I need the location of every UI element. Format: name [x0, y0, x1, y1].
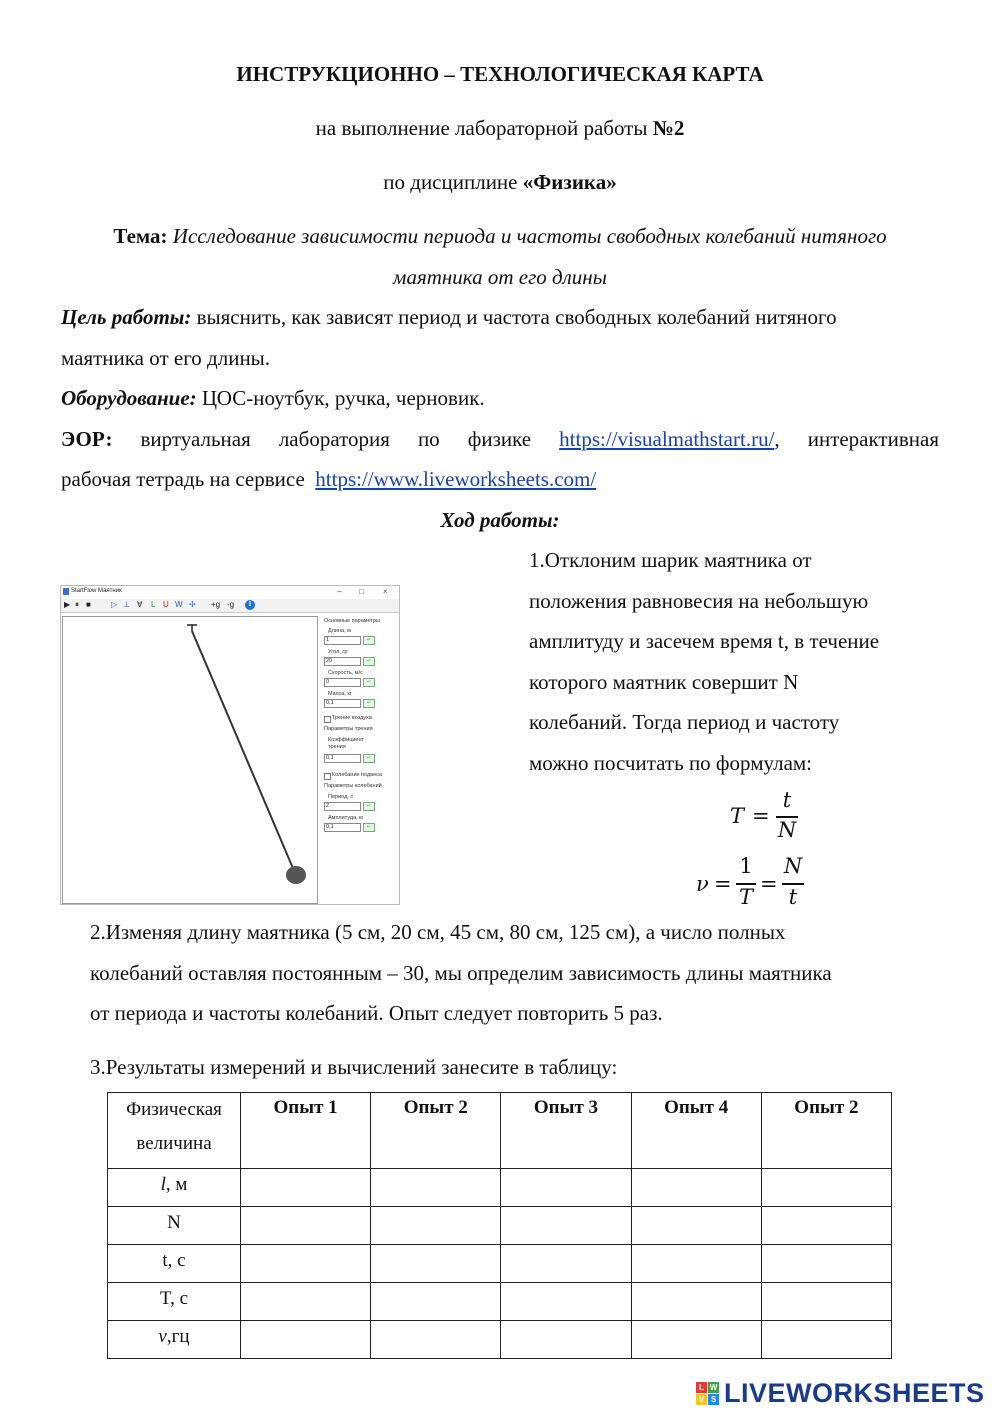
logo-text: LIVEWORKSHEETS [724, 1378, 985, 1408]
logo-block: L [696, 1382, 707, 1393]
step-1-line: 1.Отклоним шарик маятника от [529, 548, 812, 572]
topic-line-1 [0, 216, 1000, 256]
period-label: Период, с [328, 794, 354, 800]
logo-block: W [709, 1383, 718, 1392]
eor-label: ЭОР: [61, 427, 113, 451]
logo-block: S [708, 1394, 719, 1405]
table-cell-input[interactable] [631, 1207, 761, 1245]
step-2-line: от периода и частоты колебаний. Опыт следует повторить 5 раз. [90, 1001, 663, 1025]
length-input[interactable]: 1 [324, 636, 361, 645]
row-label-time [108, 1245, 241, 1283]
table-cell-input[interactable] [761, 1169, 891, 1207]
liveworksheets-link[interactable]: https://www.liveworksheets.com/ [315, 467, 597, 491]
suspension-osc-label: Колебание подвеса [332, 772, 382, 778]
row-label-length [108, 1169, 241, 1207]
friction-params-heading: Параметры трения [324, 726, 373, 732]
procedure-title: Ход работы: [440, 508, 560, 532]
row-label-unit: T, с [159, 1288, 189, 1309]
air-friction-label: Трение воздуха [332, 715, 372, 721]
period-symbol: T [730, 804, 745, 828]
table-row [108, 1321, 892, 1359]
close-icon[interactable]: × [383, 587, 388, 596]
angle-label: Угол, гр [328, 649, 348, 655]
row-label-symbol: ν [158, 1326, 167, 1347]
lab-work-prefix: на выполнение лабораторной работы [315, 116, 653, 140]
table-row [108, 1283, 892, 1321]
row-label-unit: t, с [162, 1250, 186, 1271]
table-cell-input[interactable] [631, 1169, 761, 1207]
table-cell-input[interactable] [631, 1245, 761, 1283]
row-label-count [108, 1207, 241, 1245]
table-cell-input[interactable] [241, 1283, 371, 1321]
friction-coef-label: Коэффициент [328, 737, 365, 743]
parameters-panel [321, 616, 397, 902]
equals-sign: = [714, 872, 732, 896]
equals-sign: = [752, 804, 770, 828]
air-friction-checkbox[interactable] [324, 716, 331, 723]
table-row [108, 1245, 892, 1283]
period-apply-button[interactable]: ↵ [363, 802, 375, 811]
eor-line-1 [61, 419, 939, 459]
mass-apply-button[interactable]: ↵ [363, 699, 375, 708]
denominator-n: N [777, 818, 797, 842]
visualmathstart-link[interactable]: https://visualmathstart.ru/ [559, 427, 775, 451]
topic-text-2: маятника от его длины [393, 265, 607, 289]
eor-text-2: рабочая тетрадь на сервисе [61, 467, 311, 491]
pendulum-drawing [63, 617, 317, 903]
table-header-quantity [108, 1093, 241, 1169]
table-cell-input[interactable] [501, 1283, 631, 1321]
main-params-heading: Основные параметры [324, 618, 380, 624]
lab-work-line [0, 108, 1000, 148]
amplitude-label: Амплитуда, м [328, 815, 363, 821]
table-header-experiment: Опыт 2 [761, 1093, 891, 1169]
equals-sign: = [760, 872, 778, 896]
step-3-text: 3.Результаты измерений и вычислений занесите в таблицу: [90, 1055, 618, 1079]
table-cell-input[interactable] [241, 1207, 371, 1245]
length-tool-icon[interactable]: L [151, 600, 156, 609]
goal-text-1: выяснить, как зависят период и частота свободных колебаний нитяного [191, 305, 837, 329]
discipline-prefix: по дисциплине [383, 170, 523, 194]
quantity-header-line: величина [136, 1133, 212, 1154]
eor-text-1a: виртуальная лаборатория по физике [112, 427, 560, 451]
gravity-minus-icon[interactable]: -g [227, 600, 235, 609]
frequency-formula [696, 852, 816, 912]
speed-apply-button[interactable]: ↵ [363, 678, 375, 687]
liveworksheets-logo [696, 1378, 990, 1410]
table-row [108, 1169, 892, 1207]
eor-line-2 [61, 459, 596, 499]
length-apply-button[interactable]: ↵ [363, 636, 375, 645]
play-icon[interactable]: ▶ [64, 600, 71, 609]
app-icon [63, 588, 69, 595]
discipline-name: «Физика» [522, 170, 617, 194]
minimize-icon[interactable]: – [337, 587, 342, 596]
friction-apply-button[interactable]: ↵ [363, 754, 375, 763]
perpendicular-icon[interactable]: ⊥ [123, 600, 130, 609]
suspension-osc-checkbox[interactable] [324, 773, 331, 780]
table-cell-input[interactable] [371, 1245, 501, 1283]
document-title: ИНСТРУКЦИОННО – ТЕХНОЛОГИЧЕСКАЯ КАРТА [236, 62, 764, 86]
row-label-period [108, 1283, 241, 1321]
numerator-one: 1 [739, 854, 753, 878]
simulator-titlebar [61, 586, 399, 598]
length-label: Длина, м [328, 628, 351, 634]
discipline-line [0, 162, 1000, 202]
table-cell-input[interactable] [241, 1245, 371, 1283]
table-cell-input[interactable] [631, 1321, 761, 1359]
table-cell-input[interactable] [761, 1207, 891, 1245]
angle-apply-button[interactable]: ↵ [363, 657, 375, 666]
row-label-unit: , м [165, 1174, 188, 1195]
topic-label: Тема: [113, 224, 168, 248]
table-cell-input[interactable] [761, 1245, 891, 1283]
pendulum-simulator-screenshot [60, 585, 400, 905]
period-input[interactable]: 2 [324, 802, 361, 811]
table-row [108, 1207, 892, 1245]
maximize-icon[interactable]: □ [359, 587, 364, 596]
step-1-text [529, 540, 949, 783]
table-cell-input[interactable] [501, 1245, 631, 1283]
simulator-window-title: StartFlow Маятник [71, 588, 122, 594]
numerator-n: N [783, 854, 803, 878]
step-1-line: положения равновесия на небольшую [529, 588, 869, 613]
step-2-line: колебаний оставляя постоянным – 30, мы определим зависимость длины маятника [90, 960, 832, 985]
goal-label: Цель работы: [61, 305, 192, 329]
logo-blocks-icon [696, 1382, 720, 1406]
step-2-line: 2.Изменяя длину маятника (5 см, 20 см, 45 см, 80 см, 125 см), а число полных [90, 920, 786, 944]
eor-text-1b: , интерактивная [774, 427, 939, 451]
table-header-experiment: Опыт 4 [631, 1093, 761, 1169]
w-tool-icon[interactable]: W [175, 600, 183, 609]
pendulum-bob[interactable] [286, 866, 306, 884]
table-cell-input[interactable] [631, 1283, 761, 1321]
goal-line-1 [61, 297, 939, 337]
step-1-line: можно посчитать по формулам: [529, 750, 813, 775]
numerator-t: t [782, 788, 792, 812]
stop-icon[interactable]: ■ [86, 600, 91, 609]
table-cell-input[interactable] [371, 1169, 501, 1207]
friction-coef-input[interactable]: 0,1 [324, 754, 361, 763]
simulation-canvas[interactable] [62, 616, 318, 904]
osc-params-heading: Параметры колебаний [324, 783, 382, 789]
table-cell-input[interactable] [371, 1321, 501, 1359]
equipment-text: ЦОС-ноутбук, ручка, черновик. [196, 386, 485, 410]
table-header-experiment: Опыт 2 [371, 1093, 501, 1169]
denominator-t: T [738, 885, 753, 909]
row-label-frequency [108, 1321, 241, 1359]
step-1-line: колебаний. Тогда период и частоту [529, 710, 840, 734]
row-label-unit: ,гц [166, 1326, 190, 1347]
table-cell-input[interactable] [371, 1207, 501, 1245]
mass-input[interactable]: 0,1 [324, 699, 361, 708]
angle-input[interactable]: 20 [324, 657, 361, 666]
step-2-text [90, 912, 970, 1034]
lab-work-number: №2 [652, 116, 685, 140]
step-1-line: которого маятник совершит N [529, 669, 799, 694]
table-cell-input[interactable] [501, 1207, 631, 1245]
amplitude-apply-button[interactable]: ↵ [363, 823, 375, 832]
row-label-unit: N [167, 1212, 181, 1233]
gravity-plus-icon[interactable]: +g [211, 600, 221, 609]
table-cell-input[interactable] [761, 1321, 891, 1359]
table-header-experiment: Опыт 1 [241, 1093, 371, 1169]
table-header-experiment: Опыт 3 [501, 1093, 631, 1169]
vector-icon[interactable]: ∀ [137, 600, 143, 609]
logo-block: V [696, 1394, 707, 1405]
speed-input[interactable]: 0 [324, 678, 361, 687]
amplitude-input[interactable]: 0,1 [324, 823, 361, 832]
period-formula [730, 786, 810, 846]
table-cell-input[interactable] [371, 1283, 501, 1321]
table-cell-input[interactable] [761, 1283, 891, 1321]
denominator-t: t [788, 885, 798, 909]
mass-label: Масса, кг [328, 691, 352, 697]
step-1-line: амплитуду и засечем время t, в течение [529, 629, 880, 653]
select-tool-icon[interactable]: ▷ [111, 600, 118, 609]
equipment-label: Оборудование: [61, 386, 197, 410]
speed-label: Скорость, м/с [328, 670, 363, 676]
simulator-toolbar [61, 599, 399, 613]
goal-text-2: маятника от его длины. [61, 346, 271, 370]
table-cell-input[interactable] [501, 1321, 631, 1359]
table-cell-input[interactable] [241, 1169, 371, 1207]
quantity-header-line: Физическая [126, 1099, 222, 1120]
info-icon[interactable]: ℹ [245, 600, 255, 610]
table-cell-input[interactable] [501, 1169, 631, 1207]
table-header-row [108, 1093, 892, 1169]
results-table [107, 1092, 892, 1359]
row-label-symbol: l [160, 1174, 166, 1195]
topic-text-1: Исследование зависимости периода и частоты свободных колебаний нитяного [167, 224, 887, 248]
friction-coef-label-2: трения [328, 744, 346, 750]
pendulum-string [192, 631, 295, 873]
move-tool-icon[interactable]: ✢ [189, 600, 196, 609]
frequency-symbol: ν [696, 872, 709, 896]
equipment-line [61, 378, 485, 418]
u-tool-icon[interactable]: U [163, 600, 169, 609]
table-cell-input[interactable] [241, 1321, 371, 1359]
pause-icon[interactable]: ⏸ [75, 600, 79, 609]
